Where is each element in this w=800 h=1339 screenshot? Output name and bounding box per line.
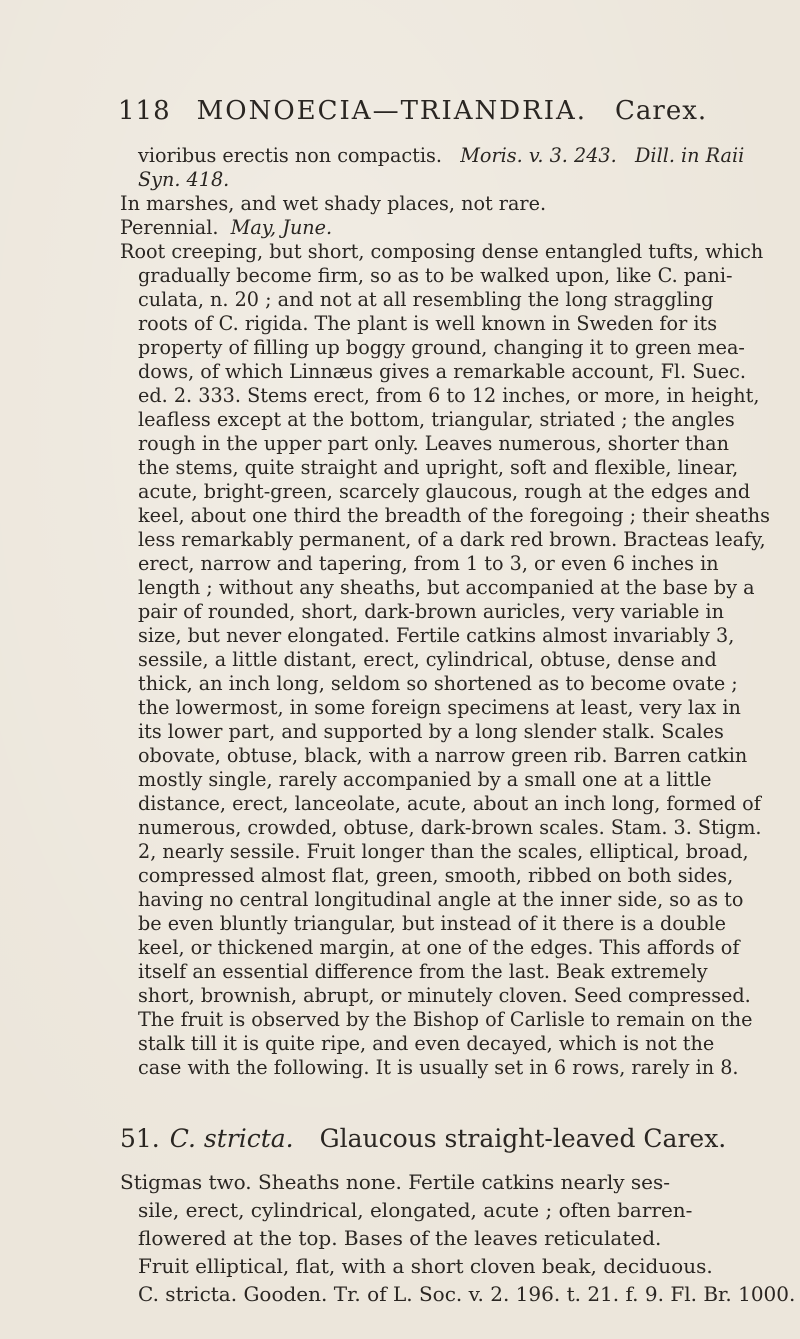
text-line: sessile, a little distant, erect, cylindrical, obtuse, dense and [138, 648, 717, 671]
text-line: Stigmas two. Sheaths none. Fertile catkins nearly ses- [120, 1170, 670, 1194]
page-number: 118 [118, 96, 171, 126]
text-line: property of filling up boggy ground, changing it to green mea- [138, 336, 745, 359]
text-line: dows, of which Linnæus gives a remarkable account, Fl. Suec. [138, 360, 746, 383]
text-line: rough in the upper part only. Leaves numerous, shorter than [138, 432, 729, 455]
text-line: leafless except at the bottom, triangular, striated ; the angles [138, 408, 735, 431]
text-line: vioribus erectis non compactis. Moris. v. 3. 243. Dill. in Raii [138, 144, 745, 167]
text-line: distance, erect, lanceolate, acute, about an inch long, formed of [138, 792, 761, 815]
text-line: culata, n. 20 ; and not at all resembling the long straggling [138, 288, 714, 311]
text-line: thick, an inch long, seldom so shortened as to become ovate ; [138, 672, 738, 695]
text-line: less remarkably permanent, of a dark red brown. Bracteas leafy, [138, 528, 766, 551]
text-line: itself an essential difference from the last. Beak extremely [138, 960, 708, 983]
text-line: numerous, crowded, obtuse, dark-brown scales. Stam. 3. Stigm. [138, 816, 762, 839]
text-line: obovate, obtuse, black, with a narrow green rib. Barren catkin [138, 744, 748, 767]
text-line: flowered at the top. Bases of the leaves reticulated. [138, 1226, 662, 1250]
text-line: roots of C. rigida. The plant is well known in Sweden for its [138, 312, 718, 335]
text-line: length ; without any sheaths, but accompanied at the base by a [138, 576, 755, 599]
text-line: stalk till it is quite ripe, and even decayed, which is not the [138, 1032, 715, 1055]
text-line: compressed almost flat, green, smooth, ribbed on both sides, [138, 864, 734, 887]
running-head [118, 96, 707, 126]
text-line: Perennial. May, June. [120, 216, 333, 239]
species-name: C. stricta. [169, 1124, 294, 1153]
text-line: sile, erect, cylindrical, elongated, acute ; often barren- [138, 1198, 693, 1222]
text-line: keel, or thickened margin, at one of the edges. This affords of [138, 936, 740, 959]
running-title: MONOECIA—TRIANDRIA. [196, 96, 588, 126]
species-common-name: Glaucous straight-leaved Carex. [319, 1124, 727, 1153]
text-line: be even bluntly triangular, but instead of it there is a double [138, 912, 726, 935]
text-line: The fruit is observed by the Bishop of Carlisle to remain on the [138, 1008, 753, 1031]
text-line: the stems, quite straight and upright, soft and flexible, linear, [138, 456, 739, 479]
text-line: short, brownish, abrupt, or minutely cloven. Seed compressed. [138, 984, 751, 1007]
genus-heading: Carex. [615, 96, 708, 126]
text-line: Root creeping, but short, composing dense entangled tufts, which [120, 240, 764, 263]
text-line: its lower part, and supported by a long slender stalk. Scales [138, 720, 724, 743]
species-number: 51. [120, 1124, 160, 1153]
text-line: In marshes, and wet shady places, not rare. [120, 192, 547, 215]
text-line: Fruit elliptical, flat, with a short cloven beak, deciduous. [138, 1254, 713, 1278]
text-line: mostly single, rarely accompanied by a small one at a little [138, 768, 712, 791]
text-line: the lowermost, in some foreign specimens at least, very lax in [138, 696, 741, 719]
text-line: case with the following. It is usually set in 6 rows, rarely in 8. [138, 1056, 739, 1079]
text-line: Syn. 418. [138, 168, 230, 191]
text-line: pair of rounded, short, dark-brown auricles, very variable in [138, 600, 724, 623]
text-line: size, but never elongated. Fertile catkins almost invariably 3, [138, 624, 735, 647]
text-line: gradually become firm, so as to be walked upon, like C. pani- [138, 264, 733, 287]
text-line: C. stricta. Gooden. Tr. of L. Soc. v. 2. 196. t. 21. f. 9. Fl. Br. 1000. [138, 1282, 796, 1306]
species-heading [120, 1124, 726, 1153]
text-line: keel, about one third the breadth of the foregoing ; their sheaths [138, 504, 770, 527]
text-line: ed. 2. 333. Stems erect, from 6 to 12 inches, or more, in height, [138, 384, 760, 407]
text-line: erect, narrow and tapering, from 1 to 3, or even 6 inches in [138, 552, 719, 575]
text-line: having no central longitudinal angle at the inner side, so as to [138, 888, 744, 911]
text-line: acute, bright-green, scarcely glaucous, rough at the edges and [138, 480, 751, 503]
text-line: 2, nearly sessile. Fruit longer than the scales, elliptical, broad, [138, 840, 749, 863]
